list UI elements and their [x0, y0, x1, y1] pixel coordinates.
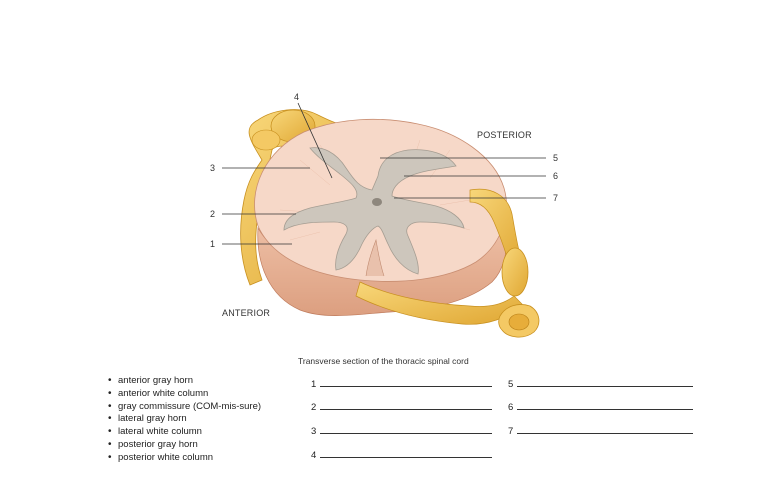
- answer-line[interactable]: [517, 424, 693, 434]
- diagram-label-3: 3: [210, 163, 216, 173]
- answer-line[interactable]: [517, 377, 693, 387]
- answer-blank-6[interactable]: [508, 400, 693, 413]
- term-item: • gray commissure (COM-mis-sure): [108, 401, 261, 414]
- central-canal: [372, 198, 382, 206]
- diagram-label-6: 6: [553, 171, 559, 181]
- answer-line[interactable]: [320, 448, 492, 458]
- diagram-label-2: 2: [210, 209, 216, 219]
- answer-blank-2[interactable]: [311, 400, 492, 413]
- posterior-label: POSTERIOR: [477, 130, 532, 140]
- answer-number: 1: [311, 379, 317, 390]
- answer-line[interactable]: [517, 400, 693, 410]
- answer-number: 7: [508, 426, 514, 437]
- answer-line[interactable]: [320, 424, 492, 434]
- answer-number: 2: [311, 402, 317, 413]
- diagram-caption: Transverse section of the thoracic spinal cord: [298, 356, 469, 366]
- term-item: • lateral gray horn: [108, 413, 261, 426]
- answer-blank-1[interactable]: [311, 377, 492, 390]
- diagram-label-4: 4: [294, 92, 300, 102]
- term-item: • lateral white column: [108, 426, 261, 439]
- term-item: • anterior white column: [108, 388, 261, 401]
- answer-number: 5: [508, 379, 514, 390]
- answer-line[interactable]: [320, 400, 492, 410]
- answer-number: 3: [311, 426, 317, 437]
- diagram-label-7: 7: [553, 193, 559, 203]
- answer-blank-7[interactable]: [508, 424, 693, 437]
- diagram-label-5: 5: [553, 153, 559, 163]
- term-item: • posterior gray horn: [108, 439, 261, 452]
- answer-number: 4: [311, 450, 317, 461]
- answer-blank-4[interactable]: [311, 448, 492, 461]
- answer-blank-5[interactable]: [508, 377, 693, 390]
- term-list: [108, 375, 261, 465]
- anterior-label: ANTERIOR: [222, 308, 271, 318]
- answer-number: 6: [508, 402, 514, 413]
- answer-line[interactable]: [320, 377, 492, 387]
- diagram-label-1: 1: [210, 239, 216, 249]
- term-item: • anterior gray horn: [108, 375, 261, 388]
- term-item: • posterior white column: [108, 452, 261, 465]
- answer-blank-3[interactable]: [311, 424, 492, 437]
